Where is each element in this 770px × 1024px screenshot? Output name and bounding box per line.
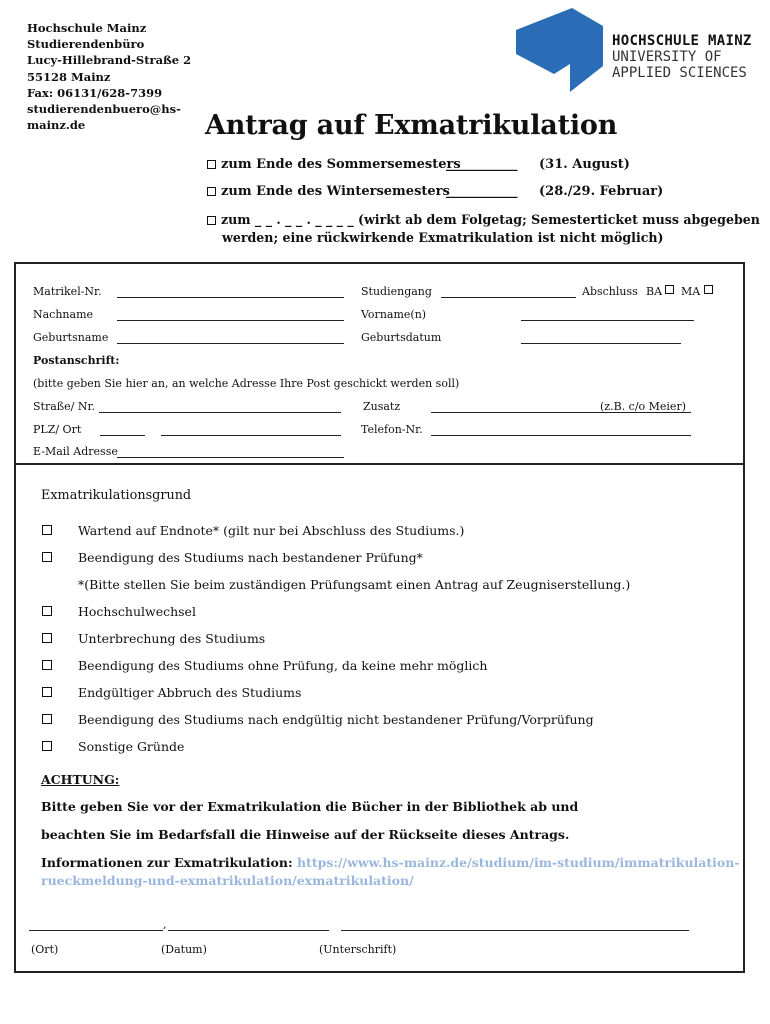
- telefon-label: Telefon-Nr.: [361, 423, 423, 436]
- exmatrikulation-link-2[interactable]: rueckmeldung-und-exmatrikulation/exmatrikulation/: [41, 873, 414, 888]
- zusatz-hint: (z.B. c/o Meier): [600, 400, 686, 413]
- address-line: Studierendenbüro: [27, 37, 145, 52]
- plz-label: PLZ/ Ort: [33, 423, 82, 436]
- reason-checkbox[interactable]: [42, 660, 52, 670]
- info-link-continued: [41, 873, 414, 888]
- warning-line-2: beachten Sie im Bedarfsfall die Hinweise auf der Rückseite dieses Antrags.: [41, 827, 570, 842]
- reason-checkbox[interactable]: [42, 741, 52, 751]
- postanschrift-label: Postanschrift:: [33, 354, 120, 367]
- reason-note: *(Bitte stellen Sie beim zuständigen Prüfungsamt einen Antrag auf Zeugniserstellung.): [78, 577, 631, 592]
- option-summer[interactable]: [207, 157, 461, 172]
- exmatrikulation-link[interactable]: https://www.hs-mainz.de/studium/im-studium/immatrikulation-: [296, 855, 740, 870]
- checkbox-icon[interactable]: [207, 187, 216, 196]
- zusatz-label: Zusatz: [363, 400, 401, 413]
- strasse-field[interactable]: [99, 412, 341, 413]
- sender-address: [27, 20, 191, 133]
- reason-item: Sonstige Gründe: [78, 739, 185, 754]
- geburtsname-label: Geburtsname: [33, 331, 109, 344]
- address-line: Fax: 06131/628-7399: [27, 85, 163, 100]
- option-custom-line2: werden; eine rückwirkende Exmatrikulation ist nicht möglich): [222, 230, 664, 245]
- matrikel-field[interactable]: [117, 297, 344, 298]
- studiengang-field[interactable]: [441, 297, 576, 298]
- logo-subtitle-1: UNIVERSITY OF: [612, 49, 722, 65]
- option-winter[interactable]: [207, 184, 450, 199]
- email-label: E-Mail Adresse: [33, 445, 118, 458]
- reason-checkbox[interactable]: [42, 525, 52, 535]
- plz-field[interactable]: [100, 435, 145, 436]
- info-label: Informationen zur Exmatrikulation:: [41, 855, 293, 870]
- reason-item: Unterbrechung des Studiums: [78, 631, 266, 646]
- page-title: Antrag auf Exmatrikulation: [205, 110, 618, 141]
- address-line: Hochschule Mainz: [27, 21, 147, 35]
- matrikel-label: Matrikel-Nr.: [33, 285, 102, 298]
- studiengang-label: Studiengang: [361, 285, 432, 298]
- option-summer-date: (31. August): [539, 157, 630, 172]
- logo-subtitle-2: APPLIED SCIENCES: [612, 65, 747, 81]
- warning-heading: ACHTUNG:: [41, 772, 120, 787]
- geburtsdatum-field[interactable]: [521, 343, 681, 344]
- telefon-field[interactable]: [431, 435, 691, 436]
- signature-comma: ,: [163, 918, 167, 931]
- geburtsdatum-label: Geburtsdatum: [361, 331, 442, 344]
- logo-name: HOCHSCHULE MAINZ: [612, 33, 752, 49]
- email-field[interactable]: [117, 457, 344, 458]
- unterschrift-caption: (Unterschrift): [319, 943, 397, 956]
- datum-caption: (Datum): [161, 943, 207, 956]
- vorname-field[interactable]: [521, 320, 694, 321]
- ort-field[interactable]: [161, 435, 341, 436]
- ma-checkbox[interactable]: [704, 285, 713, 294]
- option-custom[interactable]: [207, 212, 760, 227]
- reason-checkbox[interactable]: [42, 687, 52, 697]
- ma-label: MA: [681, 285, 701, 298]
- option-winter-blank[interactable]: ___________: [446, 184, 518, 199]
- address-line: 55128 Mainz: [27, 69, 111, 84]
- postanschrift-hint: (bitte geben Sie hier an, an welche Adresse Ihre Post geschickt werden soll): [33, 377, 460, 390]
- strasse-label: Straße/ Nr.: [33, 400, 96, 413]
- abschluss-label: Abschluss: [582, 285, 638, 298]
- info-line: [41, 855, 740, 870]
- reason-item: Beendigung des Studiums nach endgültig nicht bestandener Prüfung/Vorprüfung: [78, 712, 594, 727]
- warning-line-1: Bitte geben Sie vor der Exmatrikulation die Bücher in der Bibliothek ab und: [41, 799, 579, 814]
- checkbox-icon[interactable]: [207, 160, 216, 169]
- reason-checkbox[interactable]: [42, 552, 52, 562]
- unterschrift-line[interactable]: [341, 930, 689, 931]
- nachname-field[interactable]: [117, 320, 344, 321]
- address-line: mainz.de: [27, 118, 86, 133]
- address-line: Lucy-Hillebrand-Straße 2: [27, 53, 192, 68]
- reason-checkbox[interactable]: [42, 714, 52, 724]
- reason-checkbox[interactable]: [42, 633, 52, 643]
- checkbox-icon[interactable]: [207, 216, 216, 225]
- vorname-label: Vorname(n): [361, 308, 427, 321]
- ba-label: BA: [646, 285, 663, 298]
- nachname-label: Nachname: [33, 308, 94, 321]
- reason-item: Beendigung des Studiums ohne Prüfung, da keine mehr möglich: [78, 658, 488, 673]
- ba-checkbox[interactable]: [665, 285, 674, 294]
- logo-mark-icon: [516, 8, 603, 92]
- ort-caption: (Ort): [31, 943, 59, 956]
- reason-checkbox[interactable]: [42, 606, 52, 616]
- ort-signature-line[interactable]: [29, 930, 163, 931]
- datum-signature-line[interactable]: [168, 930, 329, 931]
- reason-item: Wartend auf Endnote* (gilt nur bei Abschluss des Studiums.): [78, 523, 465, 538]
- option-custom-line1: zum _ _ . _ _ . _ _ _ _ (wirkt ab dem Folgetag; Semesterticket muss abgegeben: [221, 212, 760, 227]
- option-summer-blank[interactable]: ___________: [446, 157, 518, 172]
- reason-item: Endgültiger Abbruch des Studiums: [78, 685, 302, 700]
- option-summer-label: zum Ende des Sommersemesters: [221, 157, 461, 172]
- geburtsname-field[interactable]: [117, 343, 344, 344]
- reason-item: Hochschulwechsel: [78, 604, 196, 619]
- logo-text: [612, 33, 752, 81]
- address-line: studierendenbuero@hs-: [27, 102, 181, 117]
- reasons-heading: Exmatrikulationsgrund: [41, 488, 192, 503]
- option-winter-date: (28./29. Februar): [539, 184, 664, 199]
- option-winter-label: zum Ende des Wintersemesters: [221, 184, 450, 199]
- reason-item: Beendigung des Studiums nach bestandener Prüfung*: [78, 550, 423, 565]
